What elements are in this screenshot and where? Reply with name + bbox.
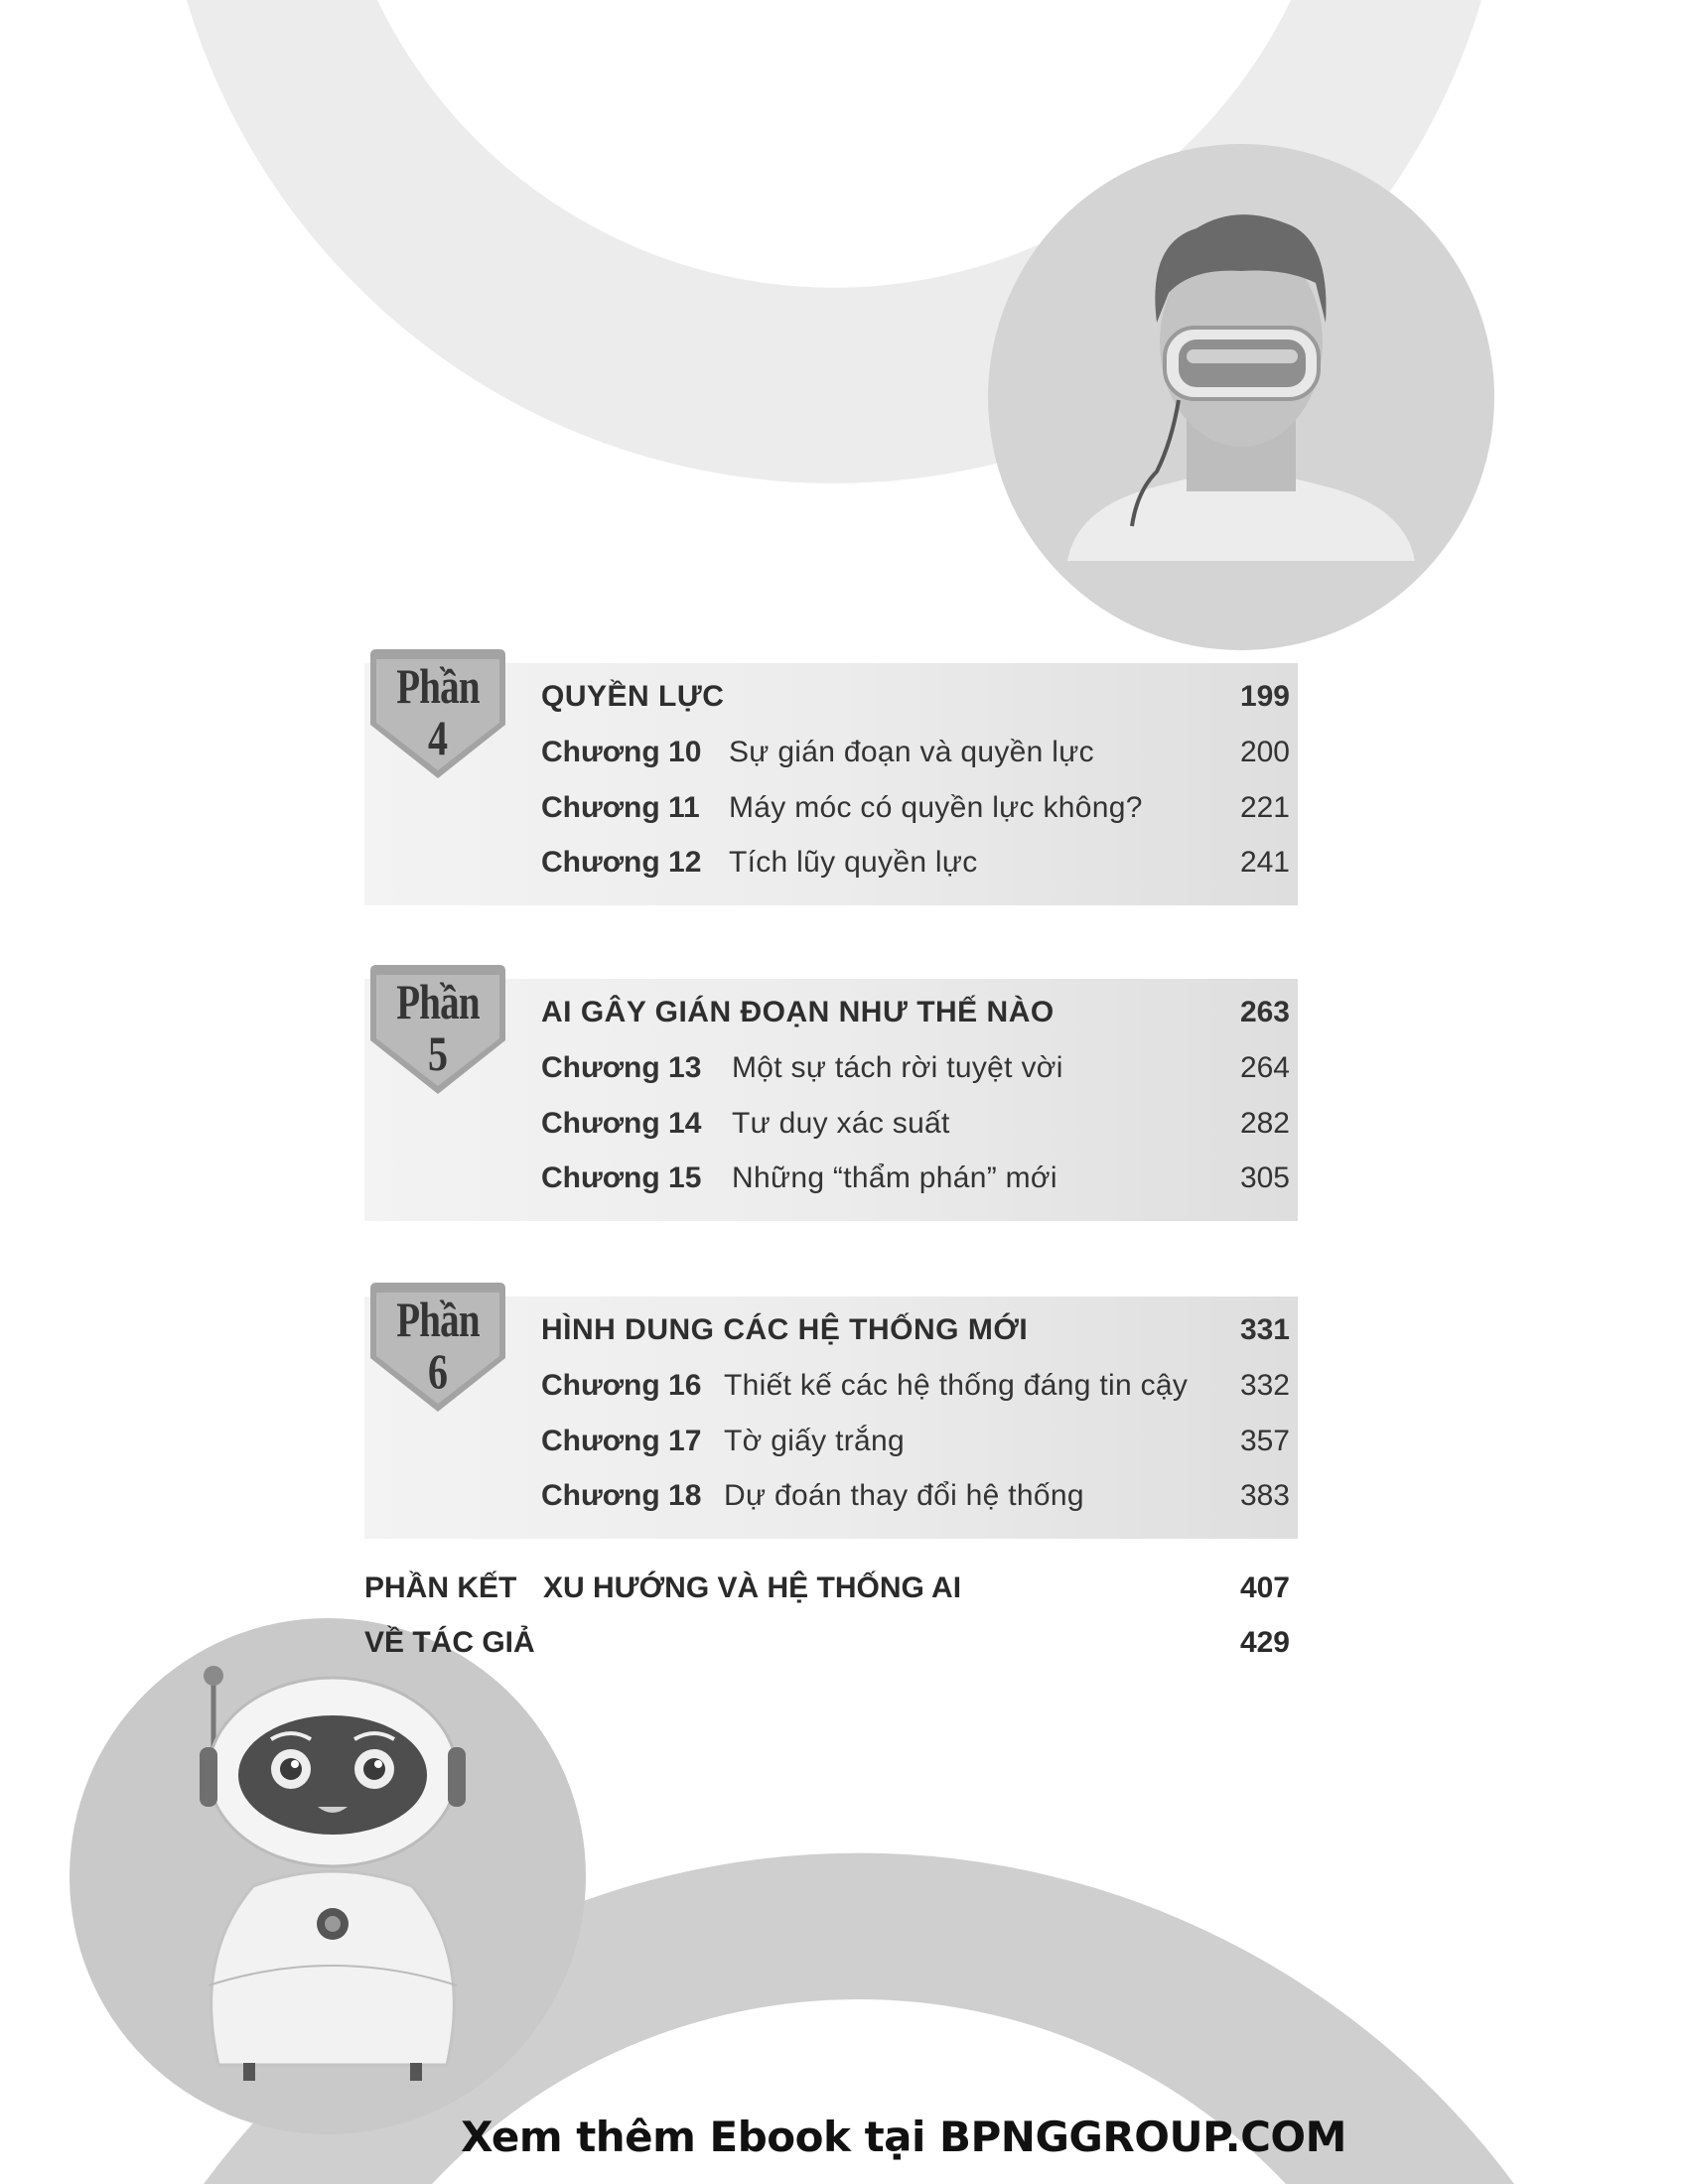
robot-icon — [174, 1658, 492, 2085]
chapter-label: Chương 12 — [541, 846, 702, 879]
page-number: 263 — [1239, 996, 1290, 1028]
chapter-row[interactable] — [364, 1159, 1298, 1198]
conclusion-title: XU HƯỚNG VÀ HỆ THỐNG AI — [543, 1571, 962, 1604]
page-number: 282 — [1239, 1107, 1290, 1140]
part-title: QUYỀN LỰC — [541, 680, 725, 713]
page-number: 241 — [1239, 846, 1290, 879]
part-number: 6 — [428, 1343, 448, 1399]
page-number: 221 — [1239, 791, 1290, 824]
part-5-badge — [364, 963, 511, 1098]
page-number: 305 — [1239, 1161, 1290, 1194]
chapter-row[interactable] — [364, 788, 1298, 828]
part-6-badge — [364, 1281, 511, 1416]
part-title: AI GÂY GIÁN ĐOẠN NHƯ THẾ NÀO — [541, 996, 1055, 1028]
page-number: 429 — [1239, 1626, 1290, 1659]
part-word: Phần — [396, 1292, 480, 1347]
page-number: 407 — [1239, 1571, 1290, 1604]
part-number: 4 — [428, 710, 448, 765]
chapter-title: Sự gián đoạn và quyền lực — [729, 736, 1094, 768]
chapter-label: Chương 18 — [541, 1479, 702, 1512]
conclusion-row[interactable] — [364, 1569, 1298, 1608]
page-number: 264 — [1239, 1051, 1290, 1084]
page-number: 357 — [1239, 1425, 1290, 1457]
chapter-label: Chương 10 — [541, 736, 702, 768]
chapter-label: Chương 15 — [541, 1161, 702, 1194]
page-number: 331 — [1239, 1313, 1290, 1346]
chapter-label: Chương 14 — [541, 1107, 702, 1140]
chapter-title: Những “thẩm phán” mới — [732, 1161, 1057, 1194]
conclusion-label: PHẦN KẾT — [364, 1571, 517, 1604]
page-number: 200 — [1239, 736, 1290, 768]
chapter-title: Một sự tách rời tuyệt vời — [732, 1051, 1063, 1084]
vr-headset-person-icon — [988, 144, 1494, 561]
part-word: Phần — [396, 974, 480, 1029]
chapter-label: Chương 11 — [541, 791, 700, 824]
chapter-title: Tờ giấy trắng — [724, 1425, 905, 1457]
page-number: 332 — [1239, 1369, 1290, 1402]
chapter-title: Tích lũy quyền lực — [729, 846, 978, 879]
part-number: 5 — [428, 1025, 448, 1081]
chapter-row[interactable] — [364, 1104, 1298, 1144]
page-number: 383 — [1239, 1479, 1290, 1512]
chapter-title: Tư duy xác suất — [732, 1107, 950, 1140]
chapter-row[interactable] — [364, 1422, 1298, 1461]
chapter-row[interactable] — [364, 843, 1298, 883]
chapter-label: Chương 16 — [541, 1369, 702, 1402]
chapter-title: Dự đoán thay đổi hệ thống — [724, 1479, 1084, 1512]
chapter-title: Thiết kế các hệ thống đáng tin cậy — [724, 1369, 1189, 1402]
chapter-title: Máy móc có quyền lực không? — [729, 791, 1143, 824]
chapter-row[interactable] — [364, 1476, 1298, 1516]
part-4-badge — [364, 647, 511, 782]
page-number: 199 — [1239, 680, 1290, 713]
part-title: HÌNH DUNG CÁC HỆ THỐNG MỚI — [541, 1313, 1029, 1346]
chapter-label: Chương 13 — [541, 1051, 702, 1084]
part-word: Phần — [396, 658, 480, 714]
about-author-row[interactable] — [364, 1623, 1298, 1663]
about-author-label: VỀ TÁC GIẢ — [364, 1626, 535, 1659]
chapter-label: Chương 17 — [541, 1425, 702, 1457]
footer-link[interactable]: Xem thêm Ebook tại BPNGGROUP.COM — [461, 2113, 1346, 2161]
